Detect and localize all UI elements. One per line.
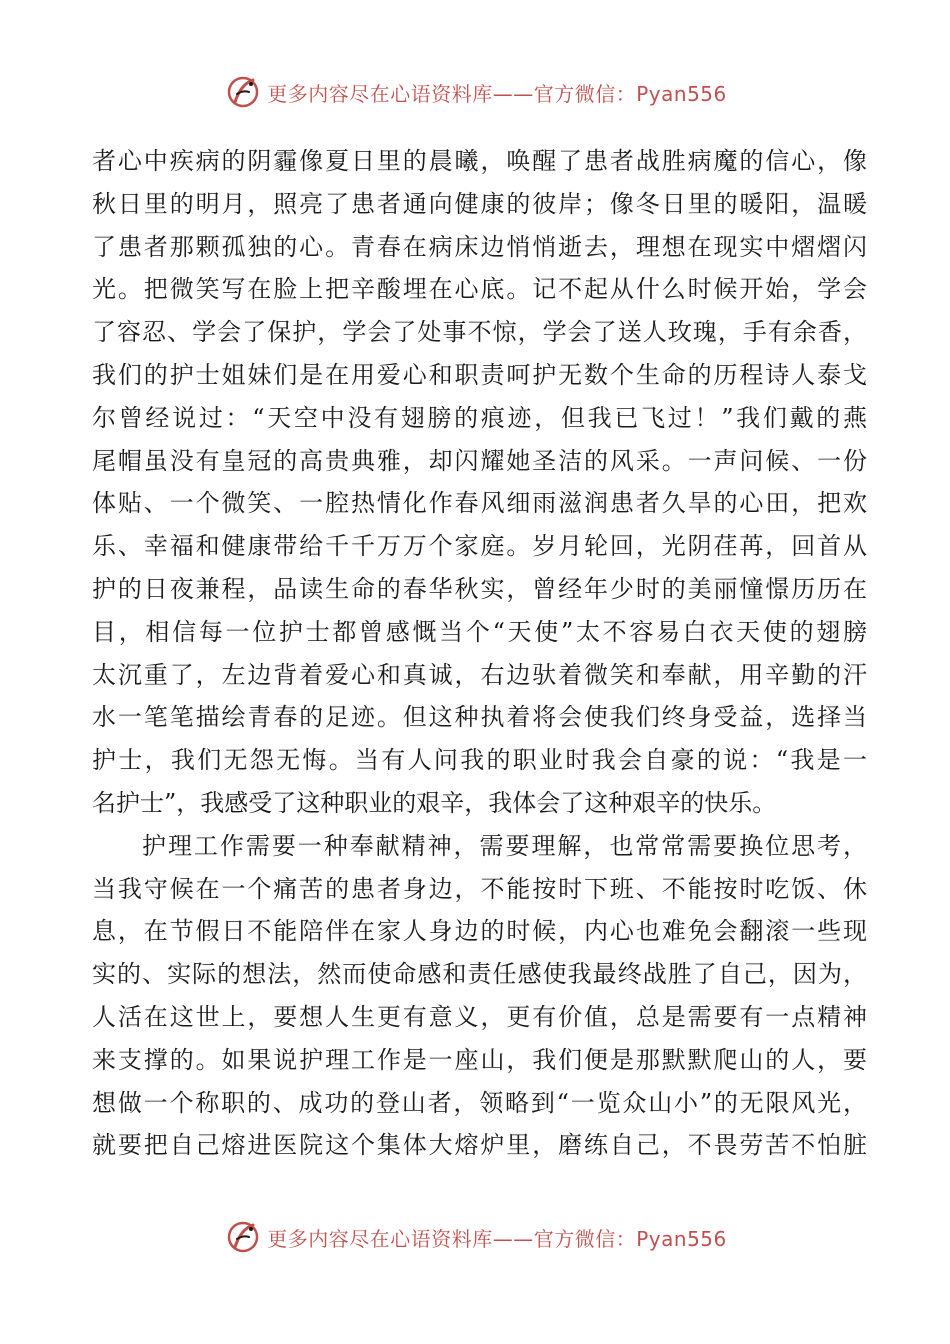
body-line: 我们的护士姐妹们是在用爱心和职责呵护无数个生命的历程诗人泰戈: [92, 360, 867, 389]
header-brand-line: [267, 78, 727, 107]
footer-brand-text: 更多内容尽在心语资料库: [267, 1226, 493, 1251]
body-line: 光。把微笑写在脸上把辛酸埋在心底。记不起从什么时候开始，学会: [92, 275, 867, 304]
body-line: 就要把自己熔进医院这个集体大熔炉里，磨练自己，不畏劳苦不怕脏: [92, 1131, 867, 1160]
footer-wechat-label: 官方微信：: [533, 1226, 637, 1251]
body-line: 水一笔笔描绘青春的足迹。但这种执着将会使我们终身受益，选择当: [92, 703, 867, 732]
header-wechat-label: 官方微信：: [533, 81, 637, 106]
footer-separator: ——: [492, 1226, 534, 1251]
body-line: 了患者那颗孤独的心。青春在病床边悄悄逝去，理想在现实中熠熠闪: [92, 232, 867, 261]
body-line: 息，在节假日不能陪伴在家人身边的时候，内心也难免会翻滚一些现: [92, 917, 867, 946]
brand-logo-icon: [223, 72, 263, 112]
header-separator: ——: [492, 81, 534, 106]
body-line-paragraph-end: 名护士”，我感受了这种职业的艰辛，我体会了这种艰辛的快乐。: [92, 788, 777, 817]
header-banner: [0, 70, 950, 114]
body-line: 护士，我们无怨无悔。当有人问我的职业时我会自豪的说：“我是一: [92, 746, 867, 775]
body-line: 者心中疾病的阴霾像夏日里的晨曦，唤醒了患者战胜病魔的信心，像: [92, 147, 867, 175]
document-body: [92, 140, 867, 1167]
body-line-paragraph-start: 护理工作需要一种奉献精神，需要理解，也常常需要换位思考，: [142, 831, 867, 860]
body-line: 来支撑的。如果说护理工作是一座山，我们便是那默默爬山的人，要: [92, 1045, 867, 1074]
body-line: 人活在这世上，要想人生更有意义，更有价值，总是需要有一点精神: [92, 1002, 867, 1031]
body-line: 秋日里的明月，照亮了患者通向健康的彼岸；像冬日里的暖阳，温暖: [92, 189, 867, 218]
body-line: 目，相信每一位护士都曾感慨当个“天使”太不容易白衣天使的翅膀: [92, 617, 867, 646]
brand-logo-icon: [223, 1217, 263, 1257]
body-line: 尾帽虽没有皇冠的高贵典雅，却闪耀她圣洁的风采。一声问候、一份: [92, 446, 867, 475]
body-line: 想做一个称职的、成功的登山者，领略到“一览众山小”的无限风光，: [92, 1088, 867, 1117]
footer-banner: [0, 1215, 950, 1259]
body-line: 当我守候在一个痛苦的患者身边，不能按时下班、不能按时吃饭、休: [92, 874, 867, 903]
footer-brand-line: [267, 1223, 727, 1252]
body-line: 了容忍、学会了保护，学会了处事不惊，学会了送人玫瑰，手有余香，: [92, 318, 867, 347]
body-line: 尔曾经说过：“天空中没有翅膀的痕迹，但我已飞过！”我们戴的燕: [92, 403, 867, 432]
footer-wechat-id: Pyan556: [636, 1226, 727, 1251]
body-line: 太沉重了，左边背着爱心和真诚，右边驮着微笑和奉献，用辛勤的汗: [92, 660, 867, 689]
body-line: 体贴、一个微笑、一腔热情化作春风细雨滋润患者久旱的心田，把欢: [92, 489, 867, 518]
header-wechat-id: Pyan556: [636, 81, 727, 106]
body-line: 实的、实际的想法，然而使命感和责任感使我最终战胜了自己，因为，: [92, 960, 867, 989]
body-line: 护的日夜兼程，品读生命的春华秋实，曾经年少时的美丽憧憬历历在: [92, 574, 867, 603]
body-line: 乐、幸福和健康带给千千万万个家庭。岁月轮回，光阴荏苒，回首从: [92, 532, 867, 561]
header-brand-text: 更多内容尽在心语资料库: [267, 81, 493, 106]
